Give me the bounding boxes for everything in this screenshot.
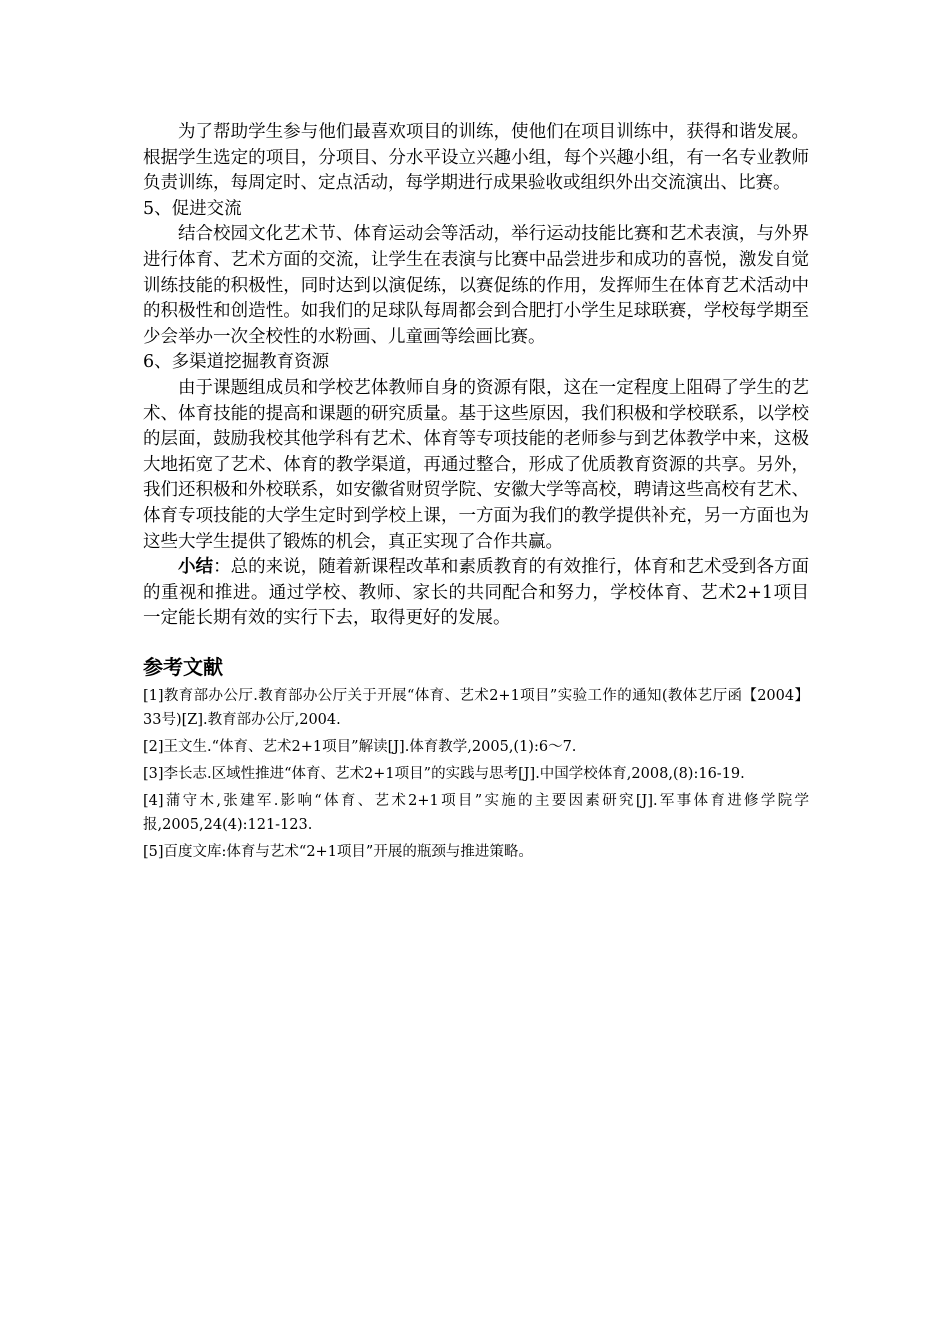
body-paragraph: 为了帮助学生参与他们最喜欢项目的训练，使他们在项目训练中，获得和谐发展。根据学生选定的项目，分项目、分水平设立兴趣小组，每个兴趣小组，有一名专业教师负责训练，每周定时、定点活动，每学期进行成果验收或组织外出交流演出、比赛。 [143,122,809,194]
section-heading-5: 5、促进交流 [143,198,242,219]
body-paragraph: 结合校园文化艺术节、体育运动会等活动，举行运动技能比赛和艺术表演，与外界进行体育、艺术方面的交流，让学生在表演与比赛中品尝进步和成功的喜悦，激发自觉训练技能的积极性，同时达到以演促练，以赛促练的作用，发挥师生在体育艺术活动中的积极性和创造性。如我们的足球队每周都会到合肥打小学生足球联赛，学校每学期至少会举办一次全校性的水粉画、儿童画等绘画比赛。 [143,224,809,347]
section-heading-6: 6、多渠道挖掘教育资源 [143,352,330,373]
summary-paragraph [143,555,809,632]
references-list [143,684,809,864]
reference-item: [1]教育部办公厅.教育部办公厅关于开展“体育、艺术2+1项目”实验工作的通知(教体艺厅函【2004】33号)[Z].教育部办公厅,2004. [143,687,809,728]
references-title: 参考文献 [143,654,223,679]
body-paragraph: 由于课题组成员和学校艺体教师自身的资源有限，这在一定程度上阻碍了学生的艺术、体育技能的提高和课题的研究质量。基于这些原因，我们积极和学校联系，以学校的层面，鼓励我校其他学科有艺术、体育等专项技能的老师参与到艺体教学中来，这极大地拓宽了艺术、体育的教学渠道，再通过整合，形成了优质教育资源的共享。另外，我们还积极和外校联系，如安徽省财贸学院、安徽大学等高校，聘请这些高校有艺术、体育专项技能的大学生定时到学校上课，一方面为我们的教学提供补充，另一方面也为这些大学生提供了锻炼的机会，真正实现了合作共赢。 [143,377,809,552]
reference-item: [2]王文生.“体育、艺术2+1项目”解读[J].体育教学,2005,(1):6～7. [143,738,577,755]
summary-text: ：总的来说，随着新课程改革和素质教育的有效推行，体育和艺术受到各方面的重视和推进。通过学校、教师、家长的共同配合和努力，学校体育、艺术2+1项目一定能长期有效的实行下去，取得更好的发展。 [143,557,810,629]
reference-item: [3]李长志.区域性推进“体育、艺术2+1项目”的实践与思考[J].中国学校体育,2008,(8):16-19. [143,765,745,782]
reference-item: [5]百度文库:体育与艺术“2+1项目”开展的瓶颈与推进策略。 [143,843,533,860]
summary-label: 小结 [178,557,214,578]
reference-item: [4]蒲守木,张建军.影响“体育、艺术2+1项目”实施的主要因素研究[J].军事体育进修学院学报,2005,24(4):121-123. [143,792,809,833]
document-page [143,120,809,867]
